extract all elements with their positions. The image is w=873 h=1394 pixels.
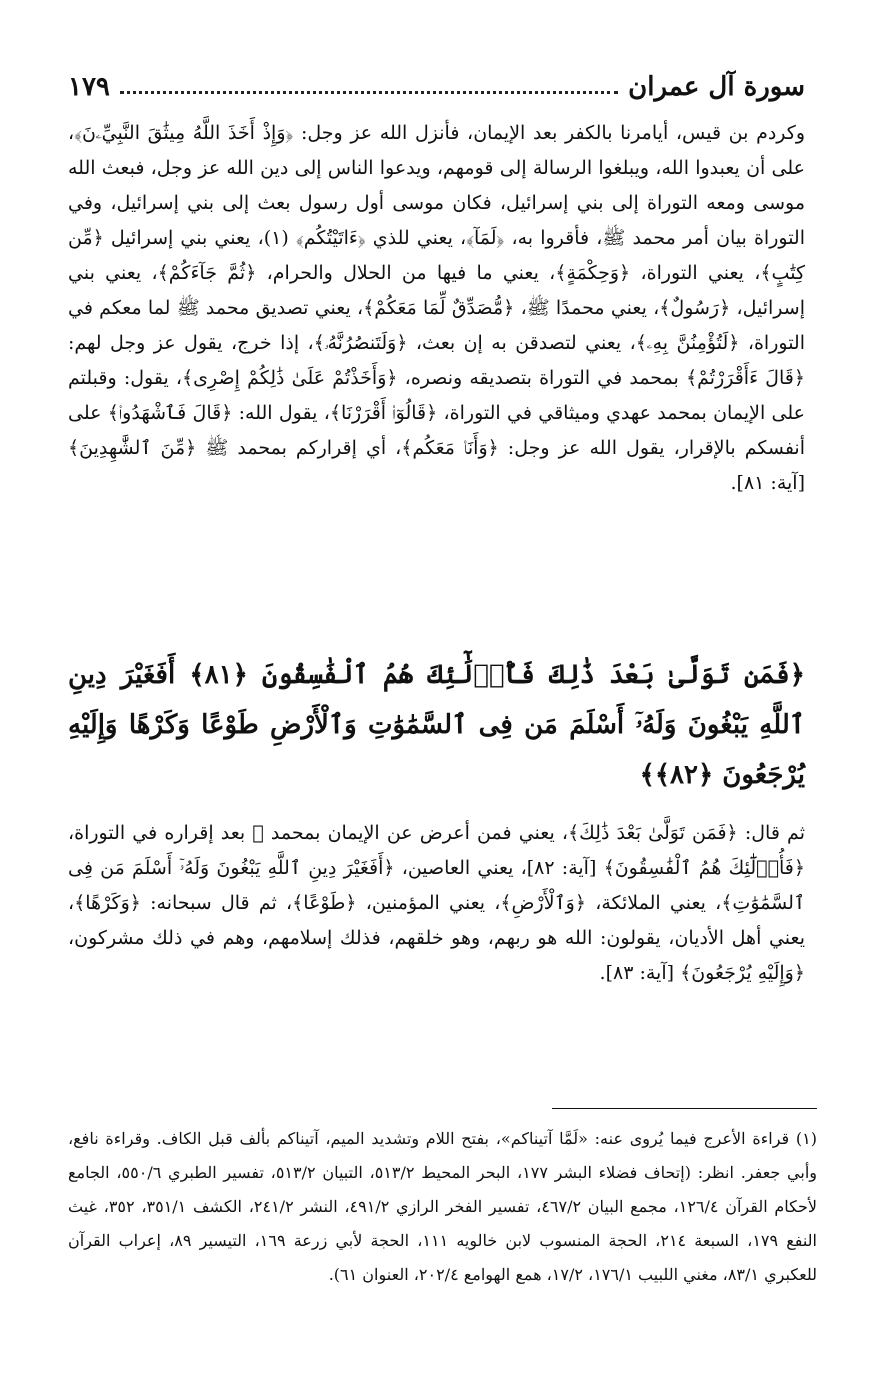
surah-title: سورة آل عمران <box>628 72 805 102</box>
commentary-paragraph: ثم قال: ﴿فَمَن تَوَلَّىٰ بَعْدَ ذَٰلِكَ﴾، يعني فمن أعرض عن الإيمان بمحمد ﷺ بعد إقراره في التوراة، ﴿فَأُو۟لَٰٓئِكَ هُمُ ٱلْفَٰسِقُونَ﴾ [آية: ٨٢]، يعني العاصين، ﴿أَفَغَيْرَ دِينِ ٱللَّهِ يَبْغُونَ وَلَهُۥٓ أَسْلَمَ مَن فِى ٱلسَّمَٰوَٰتِ﴾، يعني الملائكة، ﴿وَٱلْأَرْضِ﴾، يعني المؤمنين، ﴿طَوْعًا﴾، ثم قال سبحانه: ﴿وَكَرْهًا﴾، يعني أهل الأديان، يقولون: الله هو ربهم، وهو خلقهم، فذلك إسلامهم، وهم في ذلك مشركون، ﴿وَإِلَيْهِ يُرْجَعُونَ﴾ [آية: ٨٣]. <box>68 822 805 984</box>
footnote: (١) قراءة الأعرج فيما يُروى عنه: «لَمَّا آتيناكم»، بفتح اللام وتشديد الميم، آتيناكم بألف قبل الكاف. وقراءة نافع، وأبي جعفر. انظر: (إتحاف فضلاء البشر ١٧٧، البحر المحيط ٥١٣/٢، التبيان ٥١٣/٢، تفسير الطبري ٥٥٠/٦، الجامع لأحكام القرآن ١٢٦/٤، مجمع البيان ٤٦٧/٢، تفسير الفخر الرازي ٤٩١/٢، النشر ٢٤١/٢، الكشف ٣٥١/١، ٣٥٢، غيث النفع ١٧٩، السبعة ٢١٤، الحجة المنسوب لابن خالويه ١١١، الحجة لأبي زرعة ١٦٩، التيسير ٨٩، إعراب القرآن للعكبري ٨٣/١، مغني اللبيب ١٧٦/١، ١٧/٢، همع الهوامع ٢٠٢/٤، العنوان ٦١). <box>68 1129 818 1284</box>
page-number: ١٧٩ <box>68 72 110 102</box>
tafsir-paragraph: وكردم بن قيس، أيامرنا بالكفر بعد الإيمان، فأنزل الله عز وجل: ﴿وَإِذْ أَخَذَ اللَّهُ مِيثَٰقَ النَّبِيِّۦنَ﴾، على أن يعبدوا الله، ويبلغوا الرسالة إلى قومهم، ويدعوا الناس إلى دين الله عز وجل، فبعث الله موسى ومعه التوراة إلى بني إسرائيل، فكان موسى أول رسول بعث إلى بني إسرائيل، وفي التوراة بيان أمر محمد ﷺ، فأقروا به، ﴿لَمَآ﴾، يعني للذي ﴿ءَاتَيْتُكُم﴾ (١)، يعني بني إسرائيل ﴿مِّن كِتَٰبٍ﴾، يعني التوراة، ﴿وَحِكْمَةٍ﴾، يعني ما فيها من الحلال والحرام، ﴿ثُمَّ جَآءَكُمْ﴾، يعني بني إسرائيل، ﴿رَسُولٌ﴾، يعني محمدًا ﷺ، ﴿مُّصَدِّقٌ لِّمَا مَعَكُمْ﴾، يعني تصديق محمد ﷺ لما معكم في التوراة، ﴿لَتُؤْمِنُنَّ بِهِۦ﴾، يعني لتصدقن به إن بعث، ﴿وَلَتَنصُرُنَّهُۥ﴾، إذا خرج، يقول عز وجل لهم: ﴿قَالَ ءَأَقْرَرْتُمْ﴾ بمحمد في التوراة بتصديقه ونصره، ﴿وَأَخَذْتُمْ عَلَىٰ ذَٰلِكُمْ إِصْرِى﴾، يقول: وقبلتم على الإيمان بمحمد عهدي وميثاقي في التوراة، ﴿قَالُوٓا۟ أَقْرَرْنَا﴾، يقول الله: ﴿قَالَ فَٱشْهَدُوا۟﴾ على أنفسكم بالإقرار، يقول الله عز وجل: ﴿وَأَنَا۠ مَعَكُم﴾، أي إقراركم بمحمد ﷺ ﴿مِّنَ ٱلشَّٰهِدِينَ﴾ [آية: ٨١]. <box>68 122 806 494</box>
running-header <box>68 62 805 102</box>
quran-verses: ﴿فَمَن تَوَلَّىٰ بَعْدَ ذَٰلِكَ فَأُو۟لَٰٓئِكَ هُمُ ٱلْفَٰسِقُونَ ﴿٨١﴾ أَفَغَيْرَ دِينِ ٱللَّهِ يَبْغُونَ وَلَهُۥٓ أَسْلَمَ مَن فِى ٱلسَّمَٰوَٰتِ وَٱلْأَرْضِ طَوْعًا وَكَرْهًا وَإِلَيْهِ يُرْجَعُونَ ﴿٨٢﴾﴾ <box>68 660 805 790</box>
header-dot-leader <box>120 91 618 94</box>
footnote-divider <box>552 1108 817 1109</box>
